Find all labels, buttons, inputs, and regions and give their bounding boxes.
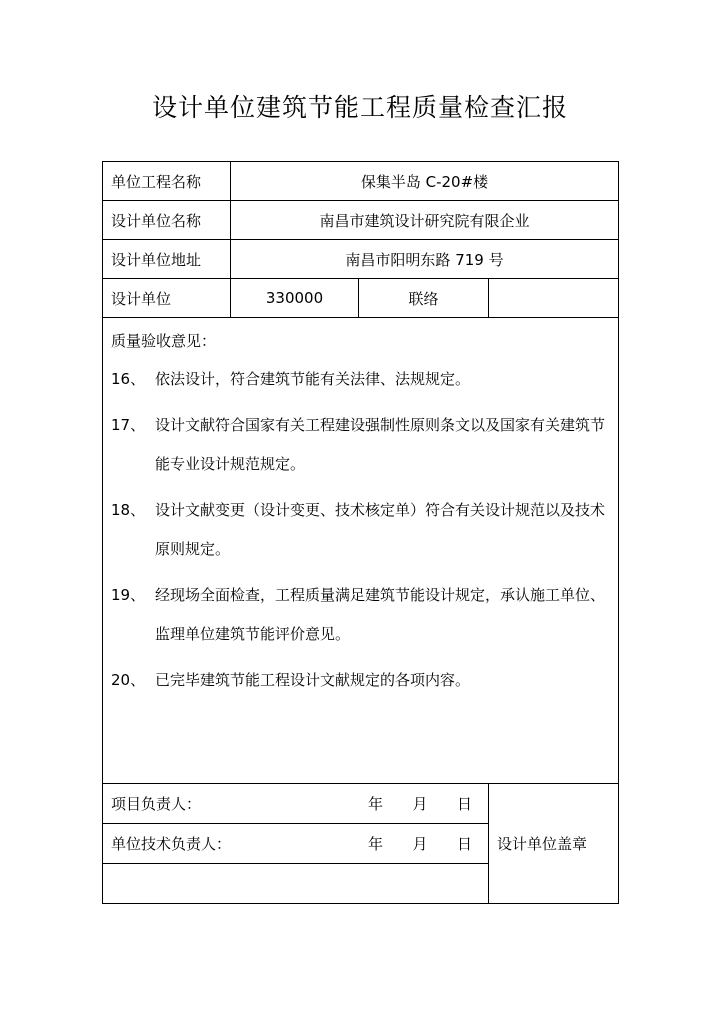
project-name-value: 保集半岛 C-20#楼 [231, 162, 619, 201]
opinion-item [111, 412, 610, 484]
opinion-item-text: 依法设计，符合建筑节能有关法律、法规规定。 [155, 370, 471, 388]
blank-signature-cell [103, 864, 489, 904]
project-leader-cell [103, 784, 489, 824]
month-label: 月 [412, 795, 428, 813]
project-name-label: 单位工程名称 [103, 162, 231, 201]
design-unit-address-value: 南昌市阳明东路 719 号 [231, 240, 619, 279]
design-unit-name-label: 设计单位名称 [103, 201, 231, 240]
project-leader-date [368, 793, 472, 814]
day-label: 日 [456, 795, 472, 813]
project-leader-row [103, 784, 619, 824]
technical-leader-label: 单位技术负责人： [111, 835, 232, 853]
opinion-item [111, 366, 610, 399]
design-unit-address-label: 设计单位地址 [103, 240, 231, 279]
page-title: 设计单位建筑节能工程质量检查汇报 [151, 93, 568, 122]
opinion-item-number: 18、 [111, 501, 146, 519]
contact-label: 联络 [359, 279, 489, 318]
postal-code-value: 330000 [231, 279, 359, 318]
opinion-item-text: 设计文献符合国家有关工程建设强制性原则条文以及国家有关建筑节能专业设计规范规定。 [155, 416, 606, 473]
technical-leader-cell [103, 824, 489, 864]
opinion-item-text: 设计文献变更（设计变更、技术核定单）符合有关设计规范以及技术原则规定。 [155, 501, 606, 558]
technical-leader-date [368, 833, 472, 854]
opinion-item-text: 已完毕建筑节能工程设计文献规定的各项内容。 [155, 671, 471, 689]
inspection-report-table [102, 161, 619, 904]
contact-value [489, 279, 619, 318]
opinion-item-number: 16、 [111, 370, 146, 388]
opinion-item [111, 667, 610, 700]
design-unit-label: 设计单位 [103, 279, 231, 318]
opinion-item [111, 497, 610, 569]
quality-opinion-cell [103, 318, 619, 784]
design-unit-address-row [103, 240, 619, 279]
design-unit-name-value: 南昌市建筑设计研究院有限企业 [231, 201, 619, 240]
opinion-item-number: 20、 [111, 671, 146, 689]
month-label: 月 [412, 835, 428, 853]
project-name-row [103, 162, 619, 201]
opinion-item [111, 582, 610, 654]
design-unit-seal-cell: 设计单位盖章 [489, 784, 619, 904]
postal-contact-row [103, 279, 619, 318]
opinion-item-number: 17、 [111, 416, 146, 434]
opinion-heading: 质量验收意见： [111, 332, 217, 350]
design-unit-name-row [103, 201, 619, 240]
year-label: 年 [368, 795, 384, 813]
year-label: 年 [368, 835, 384, 853]
opinion-row [103, 318, 619, 784]
opinion-item-number: 19、 [111, 586, 146, 604]
day-label: 日 [456, 835, 472, 853]
opinion-item-text: 经现场全面检查，工程质量满足建筑节能设计规定，承认施工单位、监理单位建筑节能评价意见。 [155, 586, 606, 643]
project-leader-label: 项目负责人： [111, 795, 202, 813]
